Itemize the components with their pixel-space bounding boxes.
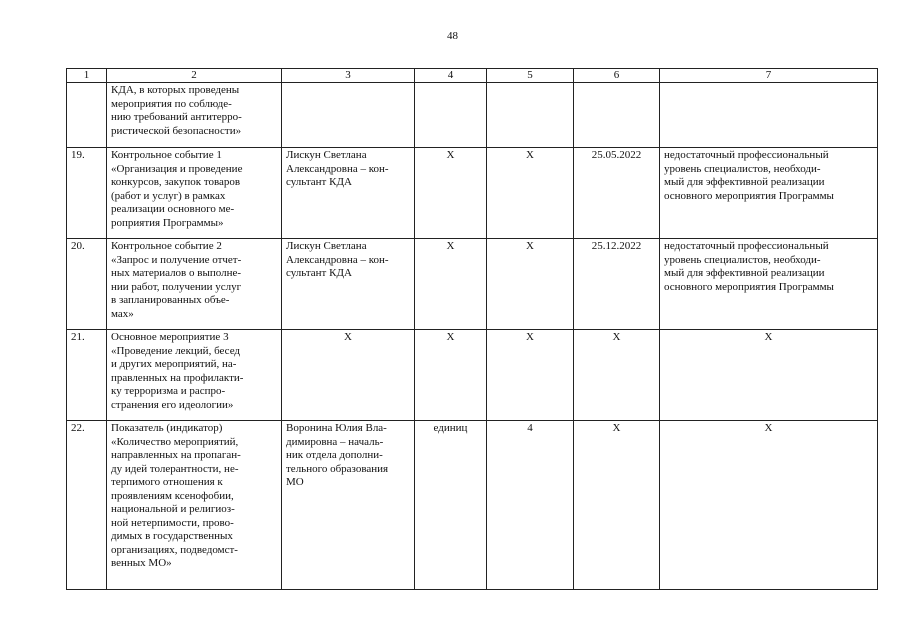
cell-line: ристической безопасности»	[111, 124, 242, 137]
cell-line: мах»	[111, 307, 134, 320]
header-cell: 1	[67, 69, 107, 83]
unit-cell: Х	[415, 239, 487, 330]
value-cell: Х	[487, 330, 574, 421]
table-row	[67, 421, 878, 590]
header-cell: 4	[415, 69, 487, 83]
date-cell	[574, 83, 660, 148]
page-number: 48	[447, 30, 458, 42]
responsible-cell	[282, 83, 415, 148]
cell-line: Александровна – кон-	[286, 253, 389, 266]
cell-line: направленных на пропаган-	[111, 449, 241, 461]
cell-line: Показатель (индикатор)	[111, 422, 223, 434]
risk-cell	[660, 83, 878, 148]
header-cell: 6	[574, 69, 660, 83]
description-cell	[107, 239, 282, 330]
cell-line: мый для эффективной реализации	[664, 176, 825, 188]
cell-line: димых в государственных	[111, 530, 233, 542]
cell-line: ных материалов о выполне-	[111, 267, 241, 279]
cell-line: Воронина Юлия Вла-	[286, 422, 387, 434]
description-cell	[107, 83, 282, 148]
row-number-cell	[67, 83, 107, 148]
row-number-cell: 22.	[67, 421, 107, 590]
header-row	[67, 69, 878, 83]
cell-line: нию требований антитерро-	[111, 111, 242, 123]
cell-line: ду идей толерантности, не-	[111, 462, 239, 475]
value-cell: Х	[487, 148, 574, 239]
cell-line: сультант КДА	[286, 267, 352, 279]
cell-line: ной нетерпимости, прово-	[111, 516, 234, 529]
cell-line: уровень специалистов, необходи-	[664, 162, 821, 175]
cell-line: правленных на профилакти-	[111, 371, 244, 384]
unit-cell: Х	[415, 330, 487, 421]
table-row	[67, 330, 878, 421]
description-cell	[107, 148, 282, 239]
cell-line: МО	[286, 476, 304, 488]
risk-cell: Х	[660, 330, 878, 421]
risk-cell	[660, 239, 878, 330]
cell-line: «Запрос и получение отчет-	[111, 253, 242, 266]
header-cell: 3	[282, 69, 415, 83]
cell-line: роприятия Программы»	[111, 216, 224, 229]
cell-line: конкурсов, закупок товаров	[111, 176, 241, 188]
row-number-cell: 21.	[67, 330, 107, 421]
plan-table	[66, 68, 878, 590]
cell-line: основного мероприятия Программы	[664, 280, 834, 293]
date-cell: 25.12.2022	[574, 239, 660, 330]
cell-line: Основное мероприятие 3	[111, 331, 229, 343]
cell-line: национальной и религиоз-	[111, 503, 235, 515]
cell-line: Контрольное событие 1	[111, 149, 222, 161]
cell-line: Александровна – кон-	[286, 162, 389, 175]
date-cell: Х	[574, 421, 660, 590]
value-cell	[487, 83, 574, 148]
risk-cell	[660, 148, 878, 239]
description-cell	[107, 330, 282, 421]
cell-line: уровень специалистов, необходи-	[664, 253, 821, 266]
table-row	[67, 148, 878, 239]
cell-line: и других мероприятий, на-	[111, 358, 237, 370]
table-row	[67, 83, 878, 148]
description-cell	[107, 421, 282, 590]
header-cell: 2	[107, 69, 282, 83]
responsible-cell	[282, 148, 415, 239]
cell-line: «Организация и проведение	[111, 162, 243, 175]
risk-cell: Х	[660, 421, 878, 590]
row-number-cell: 20.	[67, 239, 107, 330]
row-number-cell: 19.	[67, 148, 107, 239]
cell-line: мероприятия по соблюде-	[111, 97, 232, 110]
cell-line: терпимого отношения к	[111, 476, 223, 488]
date-cell: 25.05.2022	[574, 148, 660, 239]
cell-line: основного мероприятия Программы	[664, 189, 834, 202]
cell-line: сультант КДА	[286, 176, 352, 188]
unit-cell: Х	[415, 148, 487, 239]
cell-line: «Проведение лекций, бесед	[111, 344, 241, 357]
cell-line: КДА, в которых проведены	[111, 84, 240, 96]
cell-line: тельного образования	[286, 462, 389, 475]
cell-line: недостаточный профессиональный	[664, 240, 829, 252]
header-cell: 7	[660, 69, 878, 83]
cell-line: ник отдела дополни-	[286, 449, 383, 461]
cell-line: недостаточный профессиональный	[664, 149, 829, 161]
table-row	[67, 239, 878, 330]
cell-line: нии работ, получении услуг	[111, 280, 242, 293]
cell-line: в запланированных объе-	[111, 294, 230, 306]
cell-line: димировна – началь-	[286, 435, 384, 448]
cell-line: «Количество мероприятий,	[111, 435, 239, 448]
cell-line: странения его идеологии»	[111, 398, 234, 411]
value-cell: Х	[487, 239, 574, 330]
cell-line: проявлениям ксенофобии,	[111, 489, 234, 502]
unit-cell: единиц	[415, 421, 487, 590]
cell-line: венных МО»	[111, 557, 172, 569]
cell-line: мый для эффективной реализации	[664, 267, 825, 279]
cell-line: Лискун Светлана	[286, 240, 367, 252]
responsible-cell: Х	[282, 330, 415, 421]
cell-line: ку терроризма и распро-	[111, 385, 226, 397]
cell-line: Лискун Светлана	[286, 149, 367, 161]
unit-cell	[415, 83, 487, 148]
responsible-cell	[282, 239, 415, 330]
cell-line: реализации основного ме-	[111, 203, 235, 215]
cell-line: (работ и услуг) в рамках	[111, 189, 226, 202]
date-cell: Х	[574, 330, 660, 421]
cell-line: организациях, подведомст-	[111, 543, 238, 556]
header-cell: 5	[487, 69, 574, 83]
responsible-cell	[282, 421, 415, 590]
cell-line: Контрольное событие 2	[111, 240, 222, 252]
value-cell: 4	[487, 421, 574, 590]
